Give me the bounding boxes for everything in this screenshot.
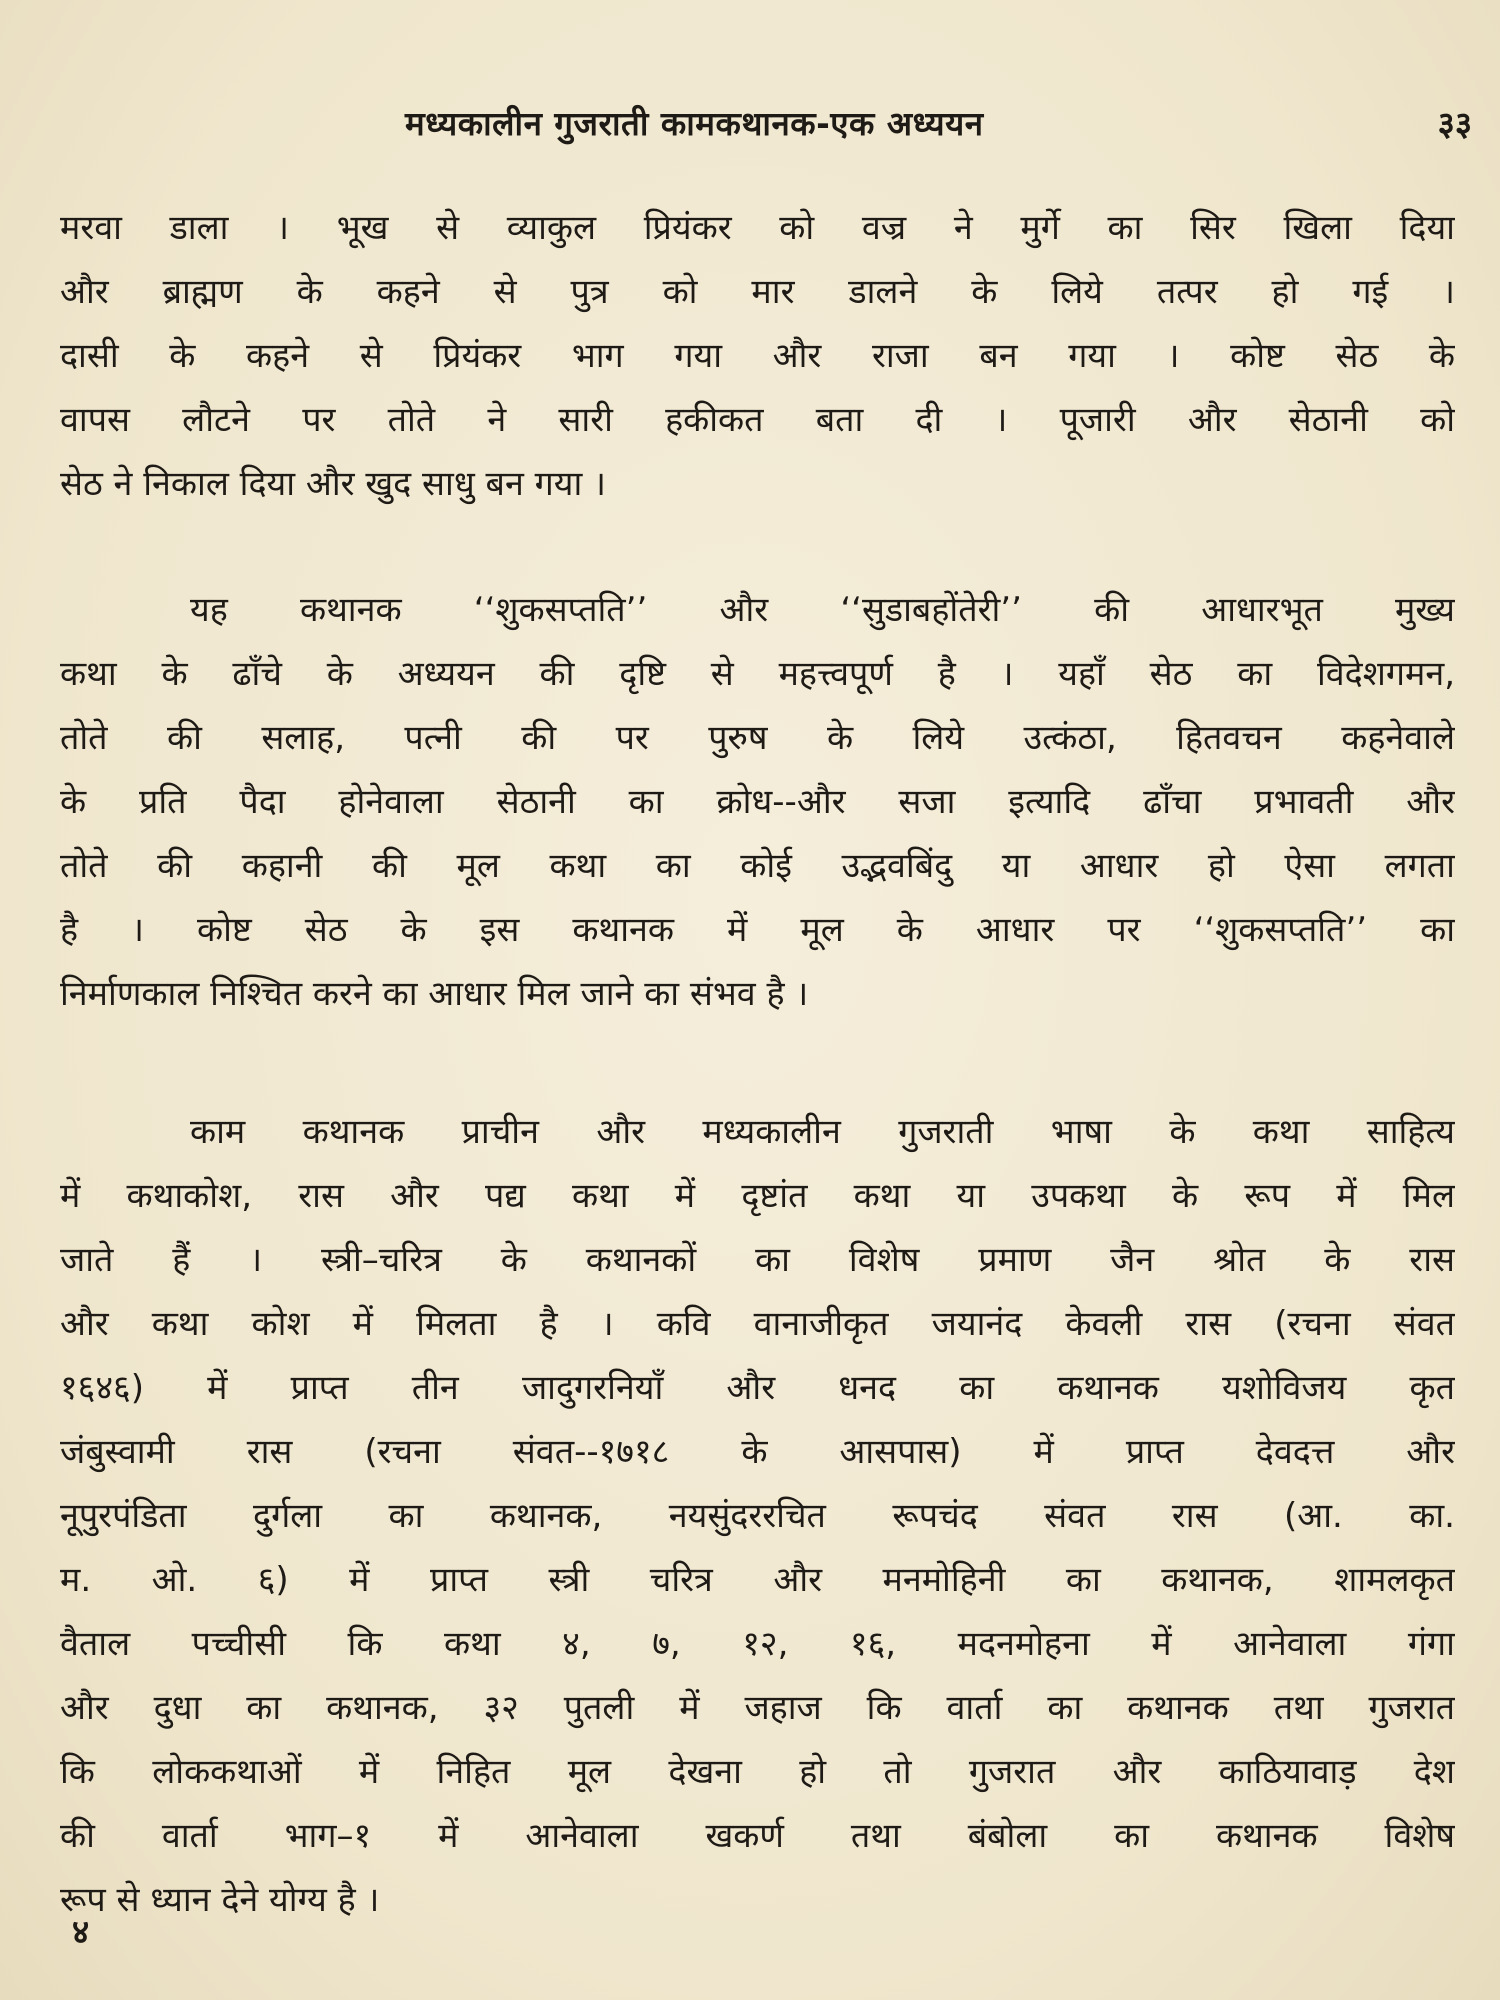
- paragraph-spacer: [60, 1026, 1455, 1100]
- text-line: के प्रति पैदा होनेवाला सेठानी का क्रोध--और सजा इत्यादि ढाँचा प्रभावती और: [60, 782, 1455, 822]
- text-line: नूपुरपंडिता दुर्गला का कथानक, नयसुंदररचित रूपचंद संवत रास (आ. का.: [60, 1496, 1455, 1536]
- paragraph-3: [60, 1100, 1455, 1932]
- paragraph-2: [60, 578, 1455, 1026]
- text-line: और ब्राह्मण के कहने से पुत्र को मार डालने के लिये तत्पर हो गई ।: [60, 272, 1455, 312]
- text-line: सेठ ने निकाल दिया और खुद साधु बन गया ।: [60, 464, 606, 504]
- signature-mark: ४: [72, 1912, 90, 1951]
- text-line: रूप से ध्यान देने योग्य है ।: [60, 1880, 380, 1920]
- paragraph-1: [60, 196, 1455, 516]
- text-line: कथा के ढाँचे के अध्ययन की दृष्टि से महत्त्वपूर्ण है । यहाँ सेठ का विदेशगमन,: [60, 654, 1455, 694]
- text-line: निर्माणकाल निश्चित करने का आधार मिल जाने का संभव है ।: [60, 974, 809, 1014]
- text-line: मरवा डाला । भूख से व्याकुल प्रियंकर को वज्र ने मुर्गे का सिर खिला दिया: [60, 208, 1455, 248]
- text-line: कि लोककथाओं में निहित मूल देखना हो तो गुजरात और काठियावाड़ देश: [60, 1752, 1455, 1792]
- text-line: वैताल पच्चीसी कि कथा ४, ७, १२, १६, मदनमोहना में आनेवाला गंगा: [60, 1624, 1455, 1664]
- text-line: और दुधा का कथानक, ३२ पुतली में जहाज कि वार्ता का कथानक तथा गुजरात: [60, 1688, 1455, 1728]
- paragraph-spacer: [60, 516, 1455, 578]
- text-line: जाते हैं । स्त्री–चरित्र के कथानकों का विशेष प्रमाण जैन श्रोत के रास: [60, 1240, 1455, 1280]
- text-line: दासी के कहने से प्रियंकर भाग गया और राजा बन गया । कोष्ट सेठ के: [60, 336, 1455, 376]
- text-line: में कथाकोश, रास और पद्य कथा में दृष्टांत कथा या उपकथा के रूप में मिल: [60, 1176, 1455, 1216]
- text-line: जंबुस्वामी रास (रचना संवत--१७१८ के आसपास) में प्राप्त देवदत्त और: [60, 1432, 1455, 1472]
- text-line: वापस लौटने पर तोते ने सारी हकीकत बता दी । पूजारी और सेठानी को: [60, 400, 1455, 440]
- text-line: की वार्ता भाग–१ में आनेवाला खकर्ण तथा बंबोला का कथानक विशेष: [60, 1816, 1455, 1856]
- text-line: और कथा कोश में मिलता है । कवि वानाजीकृत जयानंद केवली रास (रचना संवत: [60, 1304, 1455, 1344]
- text-line: तोते की कहानी की मूल कथा का कोई उद्भवबिंदु या आधार हो ऐसा लगता: [60, 846, 1455, 886]
- text-line: है । कोष्ट सेठ के इस कथानक में मूल के आधार पर ‘‘शुकसप्तति’’ का: [60, 910, 1455, 950]
- text-line: यह कथानक ‘‘शुकसप्तति’’ और ‘‘सुडाबहोंतेरी’’ की आधारभूत मुख्य: [190, 590, 1455, 630]
- body-text: [60, 196, 1455, 1932]
- page-number: ३३: [1437, 104, 1472, 143]
- text-line: १६४६) में प्राप्त तीन जादुगरनियाँ और धनद का कथानक यशोविजय कृत: [60, 1368, 1455, 1408]
- running-header: मध्यकालीन गुजराती कामकथानक-एक अध्ययन: [405, 104, 984, 143]
- text-line: काम कथानक प्राचीन और मध्यकालीन गुजराती भाषा के कथा साहित्य: [190, 1112, 1455, 1152]
- text-line: म. ओ. ६) में प्राप्त स्त्री चरित्र और मनमोहिनी का कथानक, शामलकृत: [60, 1560, 1455, 1600]
- text-line: तोते की सलाह, पत्नी की पर पुरुष के लिये उत्कंठा, हितवचन कहनेवाले: [60, 718, 1455, 758]
